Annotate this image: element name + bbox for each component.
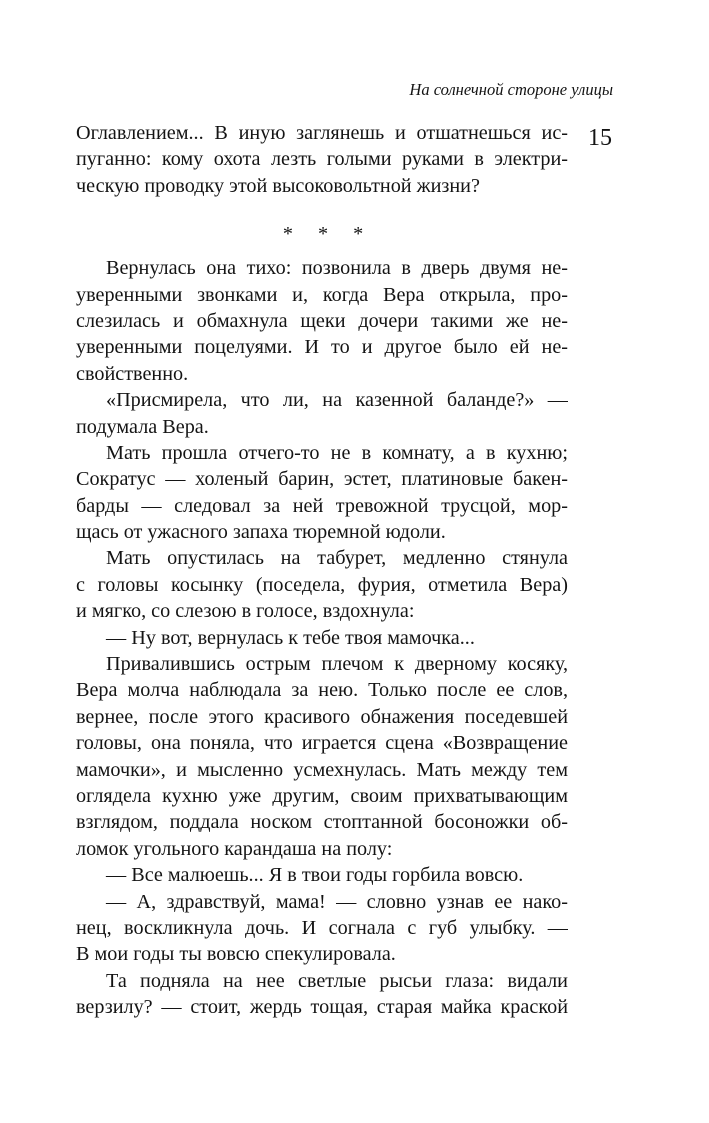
text-line: Сократус — холеный барин, эстет, платиновые бакен- [76,468,568,491]
paragraph [76,387,568,440]
paragraph [76,889,568,968]
text-line: Оглавлением... В иную заглянешь и отшатнешься ис- [76,122,568,144]
text-line: Та подняла на нее светлые рысьи глаза: видали [106,969,568,992]
text-line: слезилась и обмахнула щеки дочери такими же не- [76,309,568,332]
text-line: с головы косынку (поседела, фурия, отметила Вера) [76,573,568,596]
paragraph [76,440,568,546]
text-line: уверенными поцелуями. И то и другое было ей не- [76,336,568,359]
text-line: — Ну вот, вернулась к тебе твоя мамочка... [106,626,475,649]
body-text [76,120,568,1021]
page-number: 15 [588,125,612,151]
text-line: свойственно. [76,362,189,385]
text-line: Привалившись острым плечом к дверному косяку, [106,653,568,676]
section-divider: * * * [282,223,374,246]
text-line: В мои годы ты вовсю спекулировала. [76,943,396,966]
text-line: пуганно: кому охота лезть голыми руками в электри- [76,148,568,171]
text-line: головы, она поняла, что играется сцена «Возвращение [76,732,568,755]
text-line: оглядела кухню уже другим, своим прихватывающим [76,784,568,807]
paragraph [76,120,568,199]
paragraph [76,968,568,1021]
paragraph [76,545,568,624]
text-line: ческую проводку этой высоковольтной жизни? [76,174,480,197]
text-line: и мягко, со слезою в голосе, вздохнула: [76,600,415,623]
text-line: — Все малюешь... Я в твои годы горбила вовсю. [106,864,524,887]
text-line: щась от ужасного запаха тюремной юдоли. [76,521,446,544]
paragraph [76,255,568,387]
text-line: нец, воскликнула дочь. И согнала с губ улыбку. — [76,916,568,939]
text-line: верзилу? — стоит, жердь тощая, старая майка краской [76,996,568,1019]
text-line: Мать прошла отчего-то не в комнату, а в кухню; [106,441,568,464]
text-line: барды — следовал за ней тревожной трусцой, мор- [76,494,568,517]
text-line: взглядом, поддала носком стоптанной босоножки об- [76,811,568,834]
text-line: Вера молча наблюдала за нею. Только после ее слов, [76,679,568,702]
text-line: Мать опустилась на табурет, медленно стянула [106,547,568,570]
running-head: На солнечной стороне улицы [409,80,613,99]
text-line: «Присмирела, что ли, на казенной баланде?» — [106,389,568,412]
paragraph [76,625,568,651]
text-line: уверенными звонками и, когда Вера открыла, про- [76,283,568,306]
text-line: Вернулась она тихо: позвонила в дверь двумя не- [106,257,568,280]
text-line: подумала Вера. [76,415,209,438]
text-line: мамочки», и мысленно усмехнулась. Мать между тем [76,758,568,781]
text-line: ломок угольного карандаша на полу: [76,837,393,860]
text-line: вернее, после этого красивого обнажения поседевшей [76,705,568,728]
paragraph [76,651,568,862]
text-line: — А, здравствуй, мама! — словно узнав ее нако- [106,890,568,913]
paragraph [76,862,568,888]
